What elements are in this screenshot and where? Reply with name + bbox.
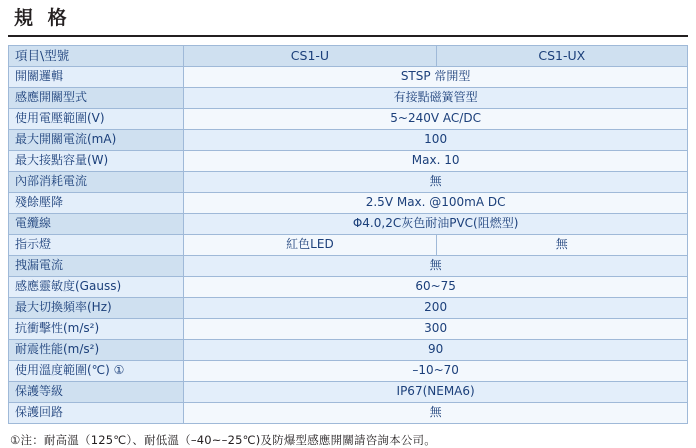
row-label: 感應靈敏度(Gauss) [9, 276, 184, 297]
row-value-shared: STSP 常開型 [184, 66, 688, 87]
row-label: 拽漏電流 [9, 255, 184, 276]
table-row [9, 192, 688, 213]
row-label: 感應開關型式 [9, 87, 184, 108]
page-title: 規 格 [14, 7, 71, 29]
table-row [9, 108, 688, 129]
column-header-model-b: CS1-UX [436, 45, 687, 66]
table-row [9, 339, 688, 360]
row-value-shared: 90 [184, 339, 688, 360]
table-row [9, 360, 688, 381]
table-row [9, 276, 688, 297]
row-value-shared: 5~240V AC/DC [184, 108, 688, 129]
row-label: 使用電壓範圍(V) [9, 108, 184, 129]
row-value-model-b: 無 [436, 234, 687, 255]
row-value-shared: 200 [184, 297, 688, 318]
row-label: 使用溫度範圍(℃) ① [9, 360, 184, 381]
row-label: 耐震性能(m/s²) [9, 339, 184, 360]
table-row [9, 381, 688, 402]
table-header [9, 45, 688, 66]
table-row [9, 87, 688, 108]
row-label: 電纜線 [9, 213, 184, 234]
table-row [9, 297, 688, 318]
row-value-shared: 無 [184, 171, 688, 192]
row-value-model-a: 紅色LED [184, 234, 436, 255]
row-label: 最大切換頻率(Hz) [9, 297, 184, 318]
table-row [9, 150, 688, 171]
row-label: 最大接點容量(W) [9, 150, 184, 171]
row-label: 殘餘壓降 [9, 192, 184, 213]
row-label: 內部消耗電流 [9, 171, 184, 192]
row-value-shared: Max. 10 [184, 150, 688, 171]
row-label: 保護回路 [9, 402, 184, 423]
row-value-shared: 無 [184, 255, 688, 276]
row-value-shared: 300 [184, 318, 688, 339]
table-row [9, 234, 688, 255]
row-value-shared: 有接點磁簧管型 [184, 87, 688, 108]
table-row [9, 255, 688, 276]
column-header-item: 項目\型號 [9, 45, 184, 66]
row-value-shared: 2.5V Max. @100mA DC [184, 192, 688, 213]
row-value-shared: –10~70 [184, 360, 688, 381]
row-value-shared: 無 [184, 402, 688, 423]
table-row [9, 213, 688, 234]
table-row [9, 66, 688, 87]
title-divider [8, 35, 688, 37]
row-label: 抗衝擊性(m/s²) [9, 318, 184, 339]
table-row [9, 129, 688, 150]
table-header-row [9, 45, 688, 66]
footnote: ①注：耐高溫（125℃）、耐低溫（–40~–25℃)及防爆型感應開關請咨詢本公司。 [10, 432, 436, 447]
table-row [9, 318, 688, 339]
row-value-shared: IP67(NEMA6) [184, 381, 688, 402]
column-header-model-a: CS1-U [184, 45, 436, 66]
specifications-table [8, 45, 688, 424]
row-value-shared: Φ4.0,2C灰色耐油PVC(阻燃型) [184, 213, 688, 234]
row-label: 指示燈 [9, 234, 184, 255]
table-row [9, 402, 688, 423]
table-row [9, 171, 688, 192]
row-label: 最大開關電流(mA) [9, 129, 184, 150]
row-value-shared: 60~75 [184, 276, 688, 297]
row-value-shared: 100 [184, 129, 688, 150]
row-label: 開關邏輯 [9, 66, 184, 87]
row-label: 保護等級 [9, 381, 184, 402]
table-body [9, 66, 688, 423]
